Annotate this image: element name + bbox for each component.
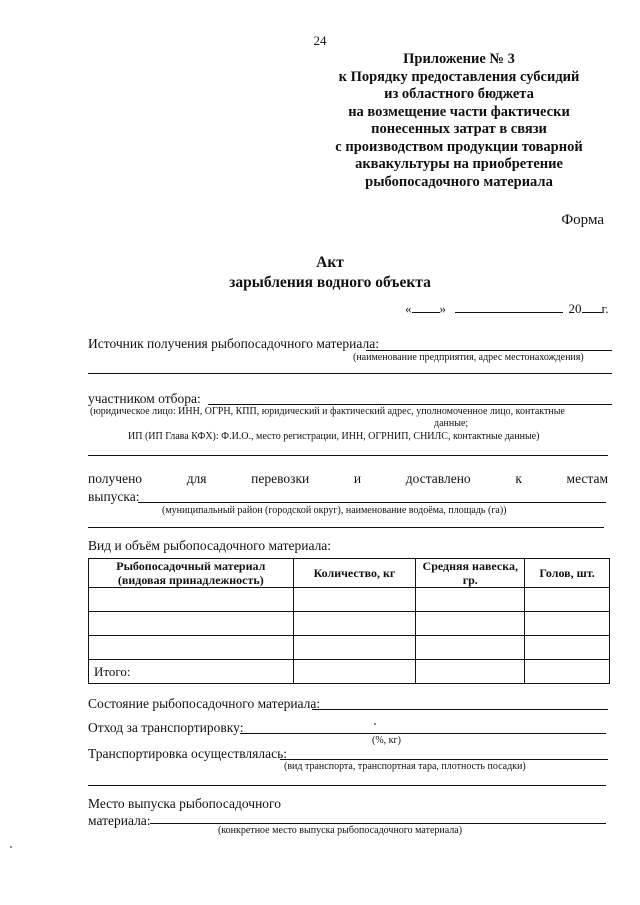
- header-avg-weight: Средняя навеска, гр.: [416, 559, 525, 588]
- title-line: Акт: [316, 254, 344, 271]
- year-field[interactable]: [582, 300, 602, 313]
- table-header-row: [89, 559, 610, 588]
- loss-label: Отход за транспортировку:: [88, 720, 244, 735]
- source-hint: (наименование предприятия, адрес местонахождения): [353, 352, 584, 363]
- page-number: 24: [313, 33, 327, 48]
- table-cell[interactable]: [525, 636, 610, 660]
- header-material: Рыбопосадочный материал (видовая принадлежность): [89, 559, 294, 588]
- appendix-header: [300, 51, 618, 191]
- participant-label: участником отбора:: [88, 391, 201, 406]
- table-cell[interactable]: [416, 612, 525, 636]
- table-cell[interactable]: [293, 636, 416, 660]
- header-quantity: Количество, кг: [293, 559, 416, 588]
- condition-field[interactable]: [312, 709, 608, 710]
- source-field-line2[interactable]: [88, 373, 612, 374]
- source-field[interactable]: [366, 350, 612, 351]
- table-cell[interactable]: [416, 588, 525, 612]
- appendix-line: на возмещение части фактически: [348, 103, 570, 120]
- year-prefix: 20: [568, 301, 582, 316]
- received-word: местам: [566, 471, 608, 486]
- received-word: доставлено: [405, 471, 471, 486]
- participant-field[interactable]: [208, 404, 612, 405]
- table-cell[interactable]: [89, 588, 294, 612]
- appendix-line: аквакультуры на приобретение: [355, 156, 563, 172]
- release-area-field[interactable]: [138, 502, 606, 503]
- table-intro: Вид и объём рыбопосадочного материала:: [88, 538, 332, 553]
- table-row: [89, 636, 610, 660]
- release-area-hint: (муниципальный район (городской округ), наименование водоёма, площадь (га)): [162, 505, 507, 516]
- transport-field-line2[interactable]: [88, 785, 606, 786]
- release-place-field[interactable]: [150, 823, 606, 824]
- table-total-row: [89, 660, 610, 684]
- received-word: перевозки: [251, 471, 310, 486]
- stray-dot: [10, 846, 12, 848]
- participant-field-line2[interactable]: [88, 455, 608, 456]
- received-word: получено: [88, 471, 143, 486]
- form-label: Форма: [561, 212, 604, 228]
- participant-hint-2: данные;: [434, 418, 469, 429]
- appendix-line: рыбопосадочного материала: [365, 173, 553, 190]
- close-quote: »: [439, 301, 446, 316]
- appendix-line: понесенных затрат в связи: [371, 121, 547, 137]
- release-area-label: выпуска:: [88, 489, 140, 504]
- appendix-line: Приложение № 3: [403, 51, 515, 67]
- table-cell[interactable]: [293, 588, 416, 612]
- received-word: для: [186, 471, 207, 486]
- total-label: Итого:: [89, 660, 294, 684]
- received-line: [88, 471, 608, 487]
- table-cell[interactable]: [525, 612, 610, 636]
- appendix-line: к Порядку предоставления субсидий: [338, 68, 580, 85]
- loss-hint: (%, кг): [372, 735, 401, 746]
- month-field[interactable]: [455, 300, 563, 313]
- transport-field[interactable]: [280, 759, 608, 760]
- appendix-line: с производством продукции товарной: [335, 138, 583, 155]
- table-cell[interactable]: [293, 612, 416, 636]
- participant-hint-1: (юридическое лицо: ИНН, ОГРН, КПП, юридический и фактический адрес, уполномоченное лицо, контактные: [90, 406, 565, 417]
- table-cell[interactable]: [293, 660, 416, 684]
- day-field[interactable]: [412, 300, 440, 313]
- table-row: [89, 612, 610, 636]
- header-heads: Голов, шт.: [525, 559, 610, 588]
- received-word: и: [353, 471, 362, 486]
- table-cell[interactable]: [525, 588, 610, 612]
- table-cell[interactable]: [416, 636, 525, 660]
- date-line: [405, 300, 609, 317]
- received-word: к: [515, 471, 522, 486]
- stray-dot: [374, 723, 376, 725]
- release-label-line: материала:: [88, 813, 151, 828]
- title-line: зарыбления водного объекта: [229, 274, 431, 291]
- table-cell[interactable]: [89, 612, 294, 636]
- table-cell[interactable]: [525, 660, 610, 684]
- transport-label: Транспортировка осуществлялась:: [88, 746, 287, 761]
- loss-field[interactable]: [240, 733, 606, 734]
- year-suffix: г.: [601, 301, 609, 316]
- release-label-line: Место выпуска рыбопосадочного: [88, 796, 282, 811]
- document-title: [0, 253, 640, 293]
- release-place-hint: (конкретное место выпуска рыбопосадочного материала): [218, 825, 463, 836]
- transport-hint: (вид транспорта, транспортная тара, плотность посадки): [284, 761, 526, 772]
- fish-material-table: [88, 558, 610, 684]
- table-cell[interactable]: [416, 660, 525, 684]
- table-row: [89, 588, 610, 612]
- source-label: Источник получения рыбопосадочного материала:: [88, 336, 379, 351]
- release-area-field-line2[interactable]: [88, 527, 604, 528]
- participant-hint-3: ИП (ИП Глава КФХ): Ф.И.О., место регистрации, ИНН, ОГРНИП, СНИЛС, контактные данные): [128, 431, 540, 442]
- appendix-line: из областного бюджета: [384, 86, 534, 102]
- table-cell[interactable]: [89, 636, 294, 660]
- open-quote: «: [405, 301, 412, 316]
- condition-label: Состояние рыбопосадочного материала:: [88, 696, 321, 711]
